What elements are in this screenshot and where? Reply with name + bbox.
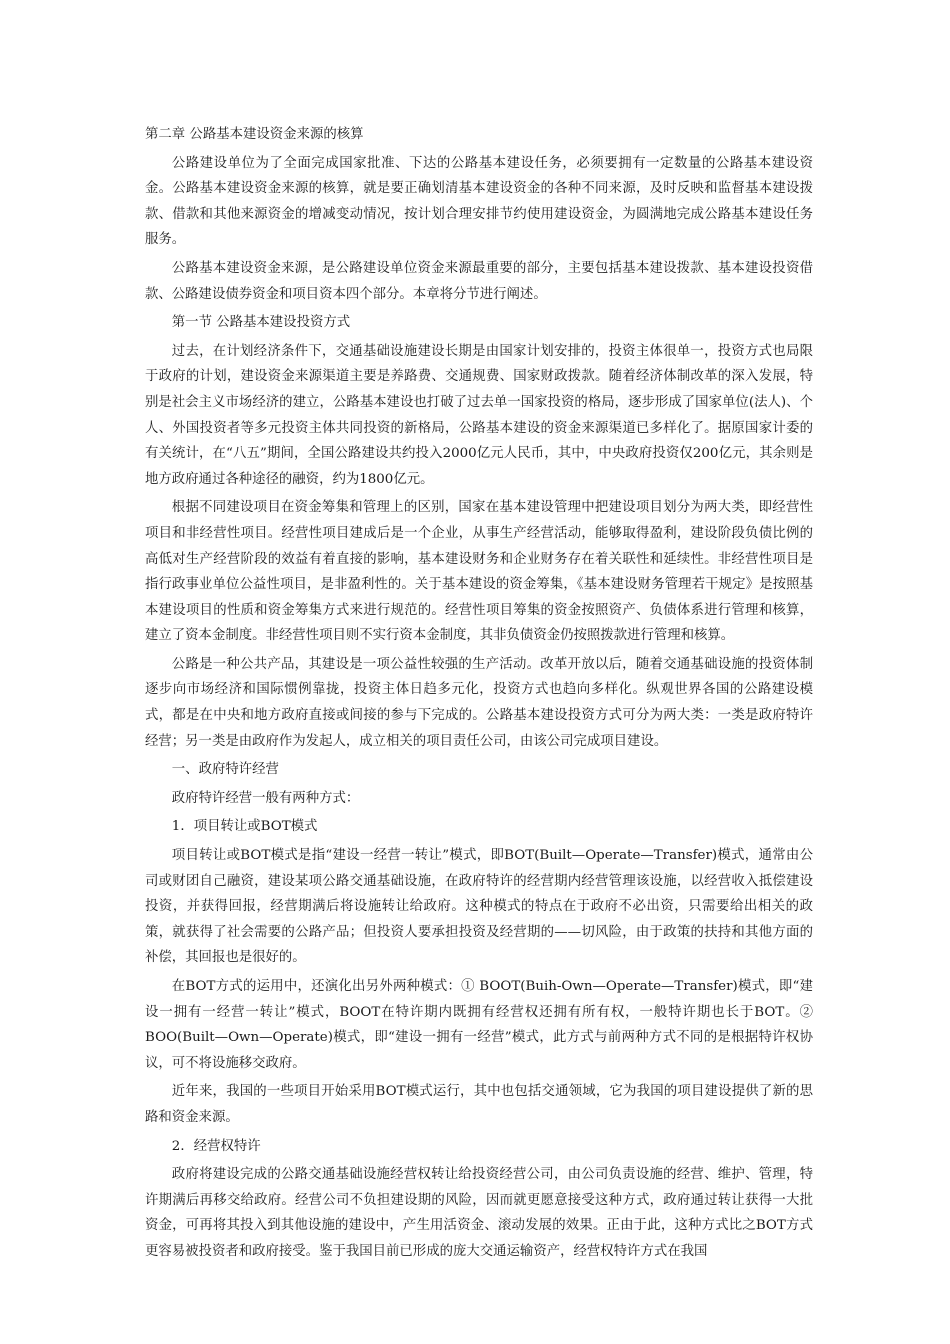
- chapter-title: 第二章 公路基本建设资金来源的核算: [145, 127, 364, 142]
- paragraph-1: 公路建设单位为了全面完成国家批准、下达的公路基本建设任务，必须要拥有一定数量的公路基本建设资金。公路基本建设资金来源的核算，就是要正确划清基本建设资金的各种不同来源，及时反映和监督基本建设拨款、借款和其他来源资金的增减变动情况，按计划合理安排节约使用建设资金，为圆满地完成公路基本建设任务服务。: [145, 155, 813, 248]
- paragraph-6: 政府特许经营一般有两种方式：: [171, 790, 360, 806]
- paragraph-7: 项目转让或BOT模式是指“建设一经营一转让”模式，即BOT(Built—Operate—Transfer)模式，通常由公司或财团自己融资，建设某项公路交通基础设施，在政府特许的经营期内经营管理该设施，以经营收入抵偿建设投资，并获得回报，经营期满后将设施转让给政府。这种模式的特点在于政府不必出资，只需要给出相关的政策，就获得了社会需要的公路产品；但投资人要承担投资及经营期的——切风险，由于政策的扶持和其他方面的补偿，其回报也是很好的。: [145, 848, 813, 966]
- subsection-heading-2: 1．项目转让或BOT模式: [171, 819, 318, 835]
- paragraph-8: 在BOT方式的运用中，还演化出另外两种模式：① BOOT(Buih-Own—Operate—Transfer)模式，即“建设一拥有一经营一转让”模式，BOOT在特许期内既拥有经营权还拥有所有权，一般特许期也长于BOT。② BOO(Built—Own—Operate)模式，即“建设一拥有一经营”模式，此方式与前两种方式不同的是根据特许权协议，可不将设施移交政府。: [145, 979, 813, 1071]
- document-page: [145, 122, 813, 1268]
- subsection-heading-1: 一、政府特许经营: [171, 762, 279, 778]
- paragraph-2: 公路基本建设资金来源，是公路建设单位资金来源最重要的部分，主要包括基本建设拨款、基本建设投资借款、公路建设债券资金和项目资本四个部分。本章将分节进行阐述。: [145, 260, 813, 302]
- paragraph-10: 政府将建设完成的公路交通基础设施经营权转让给投资经营公司，由公司负责设施的经营、维护、管理，特许期满后再移交给政府。经营公司不负担建设期的风险，因而就更愿意接受这种方式，政府通过转让获得一大批资金，可再将其投入到其他设施的建设中，产生用活资金、滚动发展的效果。正由于此，这种方式比之BOT方式更容易被投资者和政府接受。鉴于我国目前已形成的庞大交通运输资产，经营权特许方式在我国: [145, 1167, 813, 1259]
- paragraph-9: 近年来，我国的一些项目开始采用BOT模式运行，其中也包括交通领域，它为我国的项目建设提供了新的思路和资金来源。: [145, 1084, 813, 1125]
- paragraph-4: 根据不同建设项目在资金筹集和管理上的区别，国家在基本建设管理中把建设项目划分为两大类，即经营性项目和非经营性项目。经营性项目建成后是一个企业，从事生产经营活动，能够取得盈利，建设阶段负债比例的高低对生产经营阶段的效益有着直接的影响，基本建设财务和企业财务存在着关联性和延续性。非经营性项目是指行政事业单位公益性项目，是非盈利性的。关于基本建设的资金筹集，《基本建设财务管理若干规定》是按照基本建设项目的性质和资金筹集方式来进行规范的。经营性项目筹集的资金按照资产、负债体系进行管理和核算，建立了资本金制度。非经营性项目则不实行资本金制度，其非负债资金仍按照拨款进行管理和核算。: [145, 500, 813, 644]
- section-title: 第一节 公路基本建设投资方式: [171, 315, 351, 331]
- paragraph-5: 公路是一种公共产品，其建设是一项公益性较强的生产活动。改革开放以后，随着交通基础设施的投资体制逐步向市场经济和国际惯例靠拢，投资主体日趋多元化，投资方式也趋向多样化。纵观世界各国的公路建设模式，都是在中央和地方政府直接或间接的参与下完成的。公路基本建设投资方式可分为两大类：一类是政府特许经营；另一类是由政府作为发起人，成立相关的项目责任公司，由该公司完成项目建设。: [145, 656, 813, 749]
- subsection-heading-3: 2．经营权特许: [171, 1138, 261, 1154]
- paragraph-3: 过去，在计划经济条件下，交通基础设施建设长期是由国家计划安排的，投资主体很单一，投资方式也局限于政府的计划，建设资金来源渠道主要是养路费、交通规费、国家财政拨款。随着经济体制改革的深入发展，特别是社会主义市场经济的建立，公路基本建设也打破了过去单一国家投资的格局，逐步形成了国家单位(法人)、个人、外国投资者等多元投资主体共同投资的新格局，公路基本建设的资金来源渠道已多样化了。据原国家计委的有关统计，在“八五”期间，全国公路建设共约投入2000亿元人民币，其中，中央政府投资仅200亿元，其余则是地方政府通过各种途径的融资，约为1800亿元。: [145, 343, 813, 487]
